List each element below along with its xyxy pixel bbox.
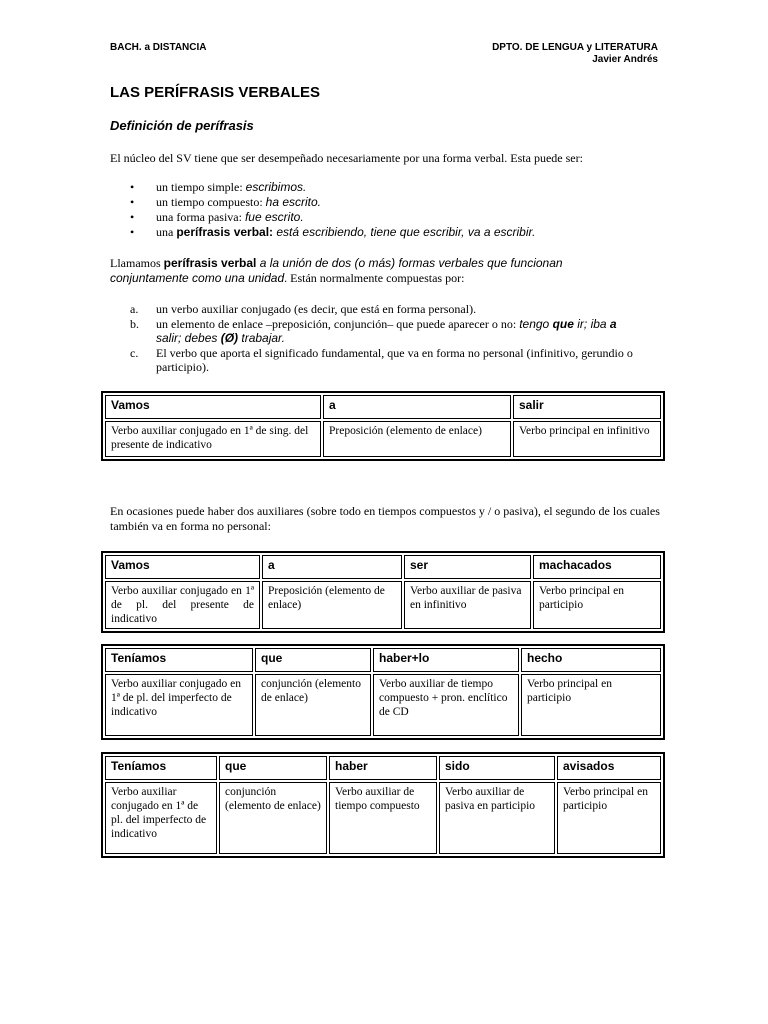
table-row <box>105 581 661 629</box>
bullet-example: escribimos. <box>245 180 307 194</box>
table-row <box>105 782 661 854</box>
bullet-text: un tiempo simple: <box>156 180 246 194</box>
table-cell: Preposición (elemento de enlace) <box>323 421 511 457</box>
list-letter: b. <box>130 317 139 331</box>
table-header-cell: avisados <box>557 756 661 780</box>
list-item <box>130 210 690 225</box>
bullet-icon: • <box>130 210 135 224</box>
table-cell: Verbo auxiliar de tiempo compuesto <box>329 782 437 854</box>
table-cell: Verbo principal en participio <box>533 581 661 629</box>
periphrasis-table-1 <box>101 391 665 461</box>
bullet-icon: • <box>130 225 135 239</box>
table-header-cell: Vamos <box>105 555 260 579</box>
definition-paragraph <box>110 256 630 286</box>
verb-forms-list <box>130 180 690 240</box>
table-cell: Verbo principal en infinitivo <box>513 421 661 457</box>
list-item <box>130 302 640 316</box>
component-example: trabajar. <box>238 331 285 345</box>
table-cell: conjunción (elemento de enlace) <box>255 674 371 736</box>
table-header-row <box>105 395 661 419</box>
list-letter: a. <box>130 302 139 316</box>
table-header-cell: a <box>323 395 511 419</box>
header-right <box>492 42 658 66</box>
bullet-example: está escribiendo, tiene que escribir, va a escribir. <box>273 225 536 239</box>
section-subtitle: Definición de perífrasis <box>110 118 254 133</box>
component-text: El verbo que aporta el significado fundamental, que va en forma no personal (infinitivo, gerundio o participio). <box>156 346 633 374</box>
table-header-cell: machacados <box>533 555 661 579</box>
table-cell: Verbo principal en participio <box>521 674 661 736</box>
periphrasis-table-4 <box>101 752 665 858</box>
table-header-cell: a <box>262 555 402 579</box>
component-example-bold: a <box>609 317 617 331</box>
header-author: Javier Andrés <box>592 54 658 65</box>
table-header-row <box>105 648 661 672</box>
table-header-row <box>105 756 661 780</box>
header-left: BACH. a DISTANCIA <box>110 42 207 53</box>
bullet-text: un tiempo compuesto: <box>156 195 266 209</box>
component-example-bold: (Ø) <box>220 331 239 345</box>
list-item <box>130 317 640 345</box>
bullet-icon: • <box>130 180 135 194</box>
header-department: DPTO. DE LENGUA y LITERATURA <box>492 42 658 53</box>
component-example: tengo <box>519 317 553 331</box>
table-cell: Verbo auxiliar conjugado en 1ª de pl. del presente de indicativo <box>105 581 260 629</box>
periphrasis-table-3 <box>101 644 665 740</box>
table-cell: conjunción (elemento de enlace) <box>219 782 327 854</box>
table-header-cell: haber+lo <box>373 648 519 672</box>
intro-paragraph: El núcleo del SV tiene que ser desempeñado necesariamente por una forma verbal. Esta puede ser: <box>110 151 583 165</box>
table-cell: Verbo auxiliar conjugado en 1ª de pl. del imperfecto de indicativo <box>105 674 253 736</box>
table-header-cell: salir <box>513 395 661 419</box>
definition-pre: Llamamos <box>110 256 164 270</box>
table-header-row <box>105 555 661 579</box>
page-title: LAS PERÍFRASIS VERBALES <box>110 84 321 101</box>
bullet-text: una <box>156 225 177 239</box>
table-cell: Verbo auxiliar conjugado en 1ª de sing. del presente de indicativo <box>105 421 321 457</box>
table-header-cell: Teníamos <box>105 648 253 672</box>
table-header-cell: haber <box>329 756 437 780</box>
table-cell: Verbo auxiliar de pasiva en participio <box>439 782 555 854</box>
table-cell: Verbo auxiliar de tiempo compuesto + pron. enclítico de CD <box>373 674 519 736</box>
table-header-cell: sido <box>439 756 555 780</box>
list-item <box>130 195 690 210</box>
list-item <box>130 180 690 195</box>
periphrasis-table-2 <box>101 551 665 633</box>
list-letter: c. <box>130 346 139 360</box>
table-header-cell: hecho <box>521 648 661 672</box>
table-cell: Verbo auxiliar de pasiva en infinitivo <box>404 581 531 629</box>
table-header-cell: que <box>255 648 371 672</box>
table-cell: Preposición (elemento de enlace) <box>262 581 402 629</box>
definition-text: a la unión de dos (o más) formas verbales que funcionan conjuntamente como una unidad <box>110 256 563 285</box>
table-row <box>105 421 661 457</box>
definition-term: perífrasis verbal <box>163 256 257 270</box>
table-header-cell: que <box>219 756 327 780</box>
bullet-icon: • <box>130 195 135 209</box>
component-example: salir; debes <box>156 331 221 345</box>
table-row <box>105 674 661 736</box>
table-header-cell: Vamos <box>105 395 321 419</box>
component-text: un elemento de enlace –preposición, conjunción– que puede aparecer o no: <box>156 317 520 331</box>
component-example: ir; iba <box>573 317 610 331</box>
table-cell: Verbo auxiliar conjugado en 1ª de pl. del imperfecto de indicativo <box>105 782 217 854</box>
list-item <box>130 346 640 374</box>
bullet-term: perífrasis verbal: <box>176 225 274 239</box>
component-text: un verbo auxiliar conjugado (es decir, que está en forma personal). <box>156 302 477 316</box>
component-example-bold: que <box>552 317 574 331</box>
table-header-cell: ser <box>404 555 531 579</box>
table-header-cell: Teníamos <box>105 756 217 780</box>
table-cell: Verbo principal en participio <box>557 782 661 854</box>
bullet-example: fue escrito. <box>244 210 304 224</box>
second-intro-paragraph: En ocasiones puede haber dos auxiliares (sobre todo en tiempos compuestos y / o pasiva), el segundo de los cuales también va en forma no personal: <box>110 504 660 533</box>
bullet-text: una forma pasiva: <box>156 210 245 224</box>
list-item <box>130 225 690 240</box>
bullet-example: ha escrito. <box>265 195 322 209</box>
components-list <box>130 302 640 375</box>
definition-post: . Están normalmente compuestas por: <box>284 271 465 285</box>
